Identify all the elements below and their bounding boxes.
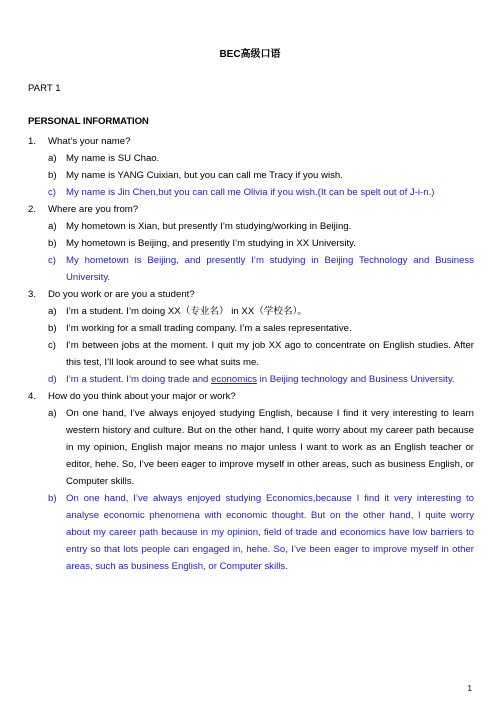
answer-text: I’m between jobs at the moment. I quit my job XX ago to concentrate on English studies. After this test, I’ll look around to see what suits me. — [66, 340, 474, 368]
part-heading: PART 1 — [28, 83, 61, 94]
answer-label: a) — [48, 408, 57, 419]
qa-list — [28, 133, 474, 575]
answer-text: I’m working for a small trading company. I’m a sales representative. — [66, 323, 352, 334]
answer-item — [28, 337, 474, 371]
answer-text: On one hand, I’ve always enjoyed studying Economics,because I find it very interesting to analyse economic phenomena with economic thought. But on the other hand, I quite worry about my career path because in my opinion, field of trade and economics have low barriers to entry so that lots people can engaged in, hehe. So, I’ve been eager to improve myself in other areas, such as business English, or Computer skills. — [66, 493, 474, 572]
answer-label: c) — [48, 255, 56, 266]
question-number: 3. — [28, 289, 37, 300]
answer-item — [28, 252, 474, 286]
answer-label: a) — [48, 221, 57, 232]
answer-text: My name is Jin Chen,but you can call me Olivia if you wish.(It can be spelt out of J-i-n.) — [66, 187, 435, 198]
question-number: 1. — [28, 136, 37, 147]
answer-label: c) — [48, 187, 56, 198]
answer-text — [66, 371, 474, 388]
question-text: Where are you from? — [48, 204, 139, 215]
answer-text: On one hand, I’ve always enjoyed studying English, because I find it very interesting to learn western history and culture. But on the other hand, I quite worry about my career path because in my opinion, English major means no major unless I want to work as an English teacher or editor, hehe. So, I’ve been eager to improve myself in other areas, such as business English, or Computer skills. — [66, 408, 474, 487]
question-text: How do you think about your major or work? — [48, 391, 236, 402]
question-number: 4. — [28, 391, 37, 402]
answer-text: My hometown is Beijing, and presently I’m studying in XX University. — [66, 238, 356, 249]
answer-label: b) — [48, 493, 57, 504]
question-text: Do you work or are you a student? — [48, 289, 195, 300]
answer-label: b) — [48, 323, 57, 334]
answer-item — [28, 320, 474, 337]
answer-text: My name is SU Chao. — [66, 153, 160, 164]
answer-item — [28, 235, 474, 252]
answer-item — [28, 184, 474, 201]
underlined-word: economics — [211, 374, 257, 385]
answer-item — [28, 371, 474, 388]
answer-label: c) — [48, 340, 56, 351]
question-item — [28, 201, 474, 218]
answer-label: a) — [48, 306, 57, 317]
question-text: What’s your name? — [48, 136, 131, 147]
answer-label: a) — [48, 153, 57, 164]
answer-item — [28, 405, 474, 490]
question-item — [28, 286, 474, 303]
question-number: 2. — [28, 204, 37, 215]
answer-text: My hometown is Xian, but presently I’m studying/working in Beijing. — [66, 221, 352, 232]
answer-text-pre: I’m a student. I’m doing trade and — [66, 374, 212, 385]
document-title: BEC高级口语 — [219, 49, 281, 60]
answer-label: b) — [48, 238, 57, 249]
answer-text: My hometown is Beijing, and presently I’m studying in Beijing Technology and Business University. — [66, 255, 474, 283]
answer-text-post: in Beijing technology and Business University. — [256, 374, 455, 385]
page-number: 1 — [467, 684, 472, 693]
answer-item — [28, 490, 474, 575]
question-item — [28, 133, 474, 150]
question-item — [28, 388, 474, 405]
answer-text: My name is YANG Cuixian, but you can call me Tracy if you wish. — [66, 170, 343, 181]
answer-label: b) — [48, 170, 57, 181]
answer-item — [28, 218, 474, 235]
section-heading: PERSONAL INFORMATION — [28, 116, 149, 127]
answer-label: d) — [48, 374, 57, 385]
answer-text: I’m a student. I’m doing XX（专业名） in XX（学校名）。 — [66, 306, 307, 317]
answer-item — [28, 167, 474, 184]
answer-item — [28, 150, 474, 167]
answer-item — [28, 303, 474, 320]
